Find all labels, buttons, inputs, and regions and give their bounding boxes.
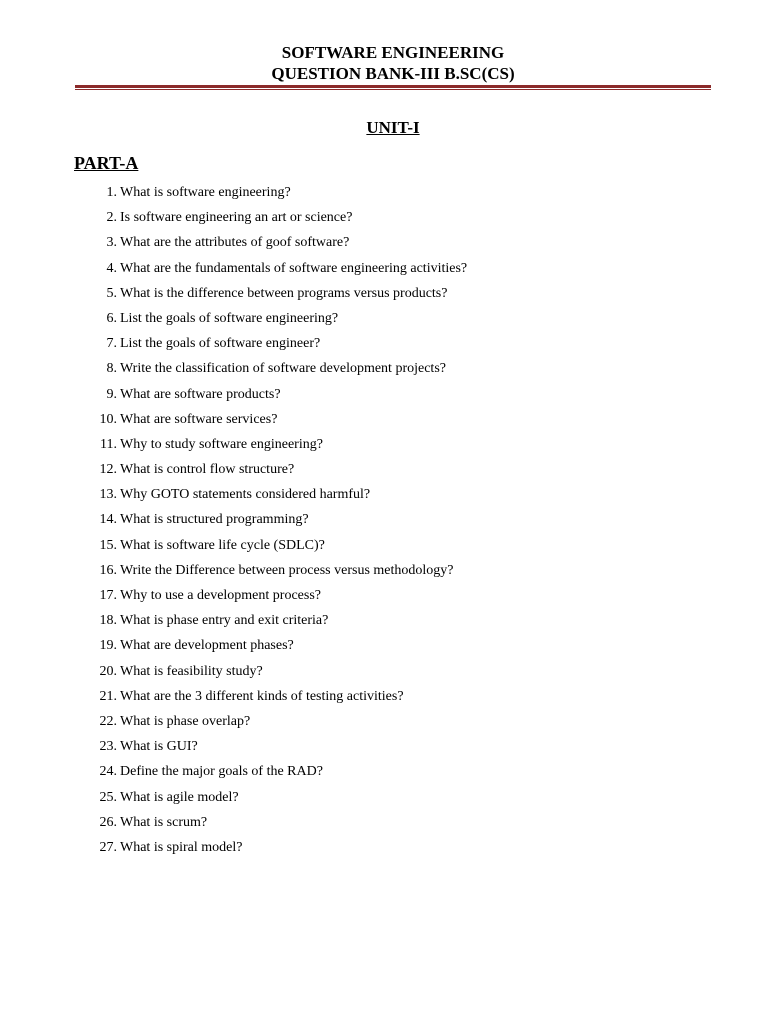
question-text: What are software products? <box>120 386 281 402</box>
question-number: 24. <box>99 764 117 780</box>
question-number: 15. <box>99 537 117 553</box>
question-text: What are the fundamentals of software engineering activities? <box>120 260 468 276</box>
document-subtitle: QUESTION BANK-III B.SC(CS) <box>271 64 515 83</box>
question-text: What is phase entry and exit criteria? <box>120 613 329 629</box>
question-number: 17. <box>99 588 117 603</box>
question-text: List the goals of software engineering? <box>120 310 339 326</box>
question-text: What are software services? <box>120 411 278 427</box>
question-text: What is feasibility study? <box>120 663 263 679</box>
question-number: 14. <box>99 512 117 528</box>
unit-heading: UNIT-I <box>366 118 420 137</box>
question-text: What is control flow structure? <box>120 462 295 478</box>
question-number: 27. <box>99 839 117 855</box>
question-text: Why to study software engineering? <box>120 436 323 452</box>
question-text: Define the major goals of the RAD? <box>120 764 323 780</box>
question-text: What is the difference between programs versus products? <box>120 285 448 301</box>
question-number: 1. <box>106 185 117 200</box>
question-text: What are the 3 different kinds of testing activities? <box>120 688 404 704</box>
question-number: 7. <box>106 336 117 352</box>
question-number: 25. <box>99 789 117 805</box>
question-number: 12. <box>99 462 117 478</box>
question-number: 4. <box>106 260 117 276</box>
question-text: Write the classification of software development projects? <box>120 361 446 377</box>
question-number: 22. <box>99 713 117 729</box>
question-text: Why GOTO statements considered harmful? <box>120 487 371 503</box>
question-text: Is software engineering an art or science? <box>120 210 353 226</box>
question-number: 13. <box>99 487 117 503</box>
question-text: List the goals of software engineer? <box>120 336 321 352</box>
question-number: 21. <box>99 688 117 704</box>
question-number: 3. <box>106 235 117 251</box>
question-number: 6. <box>106 310 117 326</box>
question-number: 10. <box>99 411 117 427</box>
header-divider-thin <box>75 89 711 90</box>
question-text: What is software engineering? <box>120 185 291 200</box>
question-number: 2. <box>106 210 117 226</box>
question-text: What is software life cycle (SDLC)? <box>120 537 325 553</box>
question-text: What is spiral model? <box>120 839 243 855</box>
question-number: 26. <box>99 814 117 830</box>
question-text: What are development phases? <box>120 638 294 654</box>
question-number: 19. <box>99 638 117 654</box>
question-text: Why to use a development process? <box>120 588 321 603</box>
question-number: 20. <box>99 663 117 679</box>
question-number: 23. <box>99 739 117 755</box>
question-text: What is phase overlap? <box>120 713 251 729</box>
question-number: 16. <box>99 562 117 578</box>
question-number: 8. <box>106 361 117 377</box>
question-number: 9. <box>106 386 117 402</box>
question-text: What is structured programming? <box>120 512 309 528</box>
part-heading: PART-A <box>74 153 139 173</box>
question-number: 5. <box>106 285 117 301</box>
question-text: Write the Difference between process versus methodology? <box>120 562 454 578</box>
question-number: 18. <box>99 613 117 629</box>
question-text: What are the attributes of goof software? <box>120 235 350 251</box>
question-text: What is scrum? <box>120 814 208 830</box>
question-text: What is agile model? <box>120 789 239 805</box>
header-divider-thick <box>75 85 711 88</box>
document-title: SOFTWARE ENGINEERING <box>281 43 505 62</box>
question-number: 11. <box>100 436 117 452</box>
question-text: What is GUI? <box>120 739 198 755</box>
